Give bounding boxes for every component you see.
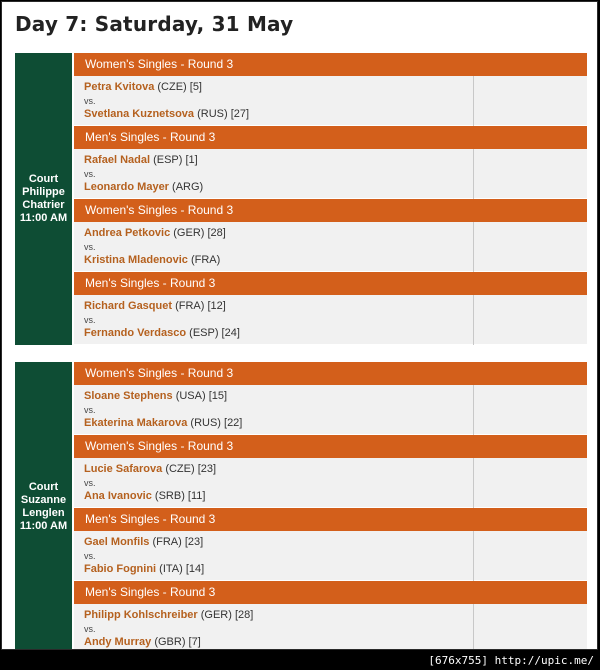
schedule-page <box>1 1 598 650</box>
round-header: Men's Singles - Round 3 <box>74 126 587 149</box>
match-body <box>74 458 587 508</box>
match-body <box>74 604 587 650</box>
round-header: Women's Singles - Round 3 <box>74 362 587 385</box>
player-row <box>84 81 202 93</box>
match-body <box>74 531 587 581</box>
player-link[interactable]: Andy Murray <box>84 636 152 648</box>
player-link[interactable]: Philipp Kohlschreiber <box>84 609 198 621</box>
player-info: (ESP) [1] <box>153 154 198 166</box>
round-header: Women's Singles - Round 3 <box>74 53 587 76</box>
player-row <box>84 463 216 475</box>
player-link[interactable]: Kristina Mladenovic <box>84 254 188 266</box>
player-link[interactable]: Rafael Nadal <box>84 154 151 166</box>
player-row <box>84 536 203 548</box>
court-start-time: 11:00 AM <box>19 520 68 532</box>
player-link[interactable]: Gael Monfils <box>84 536 150 548</box>
player-link[interactable]: Lucie Safarova <box>84 463 163 475</box>
player-row <box>84 490 205 502</box>
player-row <box>84 181 203 193</box>
column-divider <box>473 76 474 126</box>
player-link[interactable]: Ana Ivanovic <box>84 490 152 502</box>
match-list <box>74 362 587 650</box>
player-info: (GBR) [7] <box>154 636 201 648</box>
match-body <box>74 76 587 126</box>
match-card <box>74 272 587 345</box>
player-row <box>84 417 242 429</box>
versus-label: vs. <box>84 169 96 179</box>
match-card <box>74 435 587 508</box>
player-info: (FRA) [23] <box>152 536 204 548</box>
player-link[interactable]: Fabio Fognini <box>84 563 157 575</box>
round-header: Men's Singles - Round 3 <box>74 272 587 295</box>
round-header: Men's Singles - Round 3 <box>74 508 587 531</box>
column-divider <box>473 531 474 581</box>
versus-label: vs. <box>84 478 96 488</box>
player-link[interactable]: Svetlana Kuznetsova <box>84 108 195 120</box>
player-info: (ITA) [14] <box>159 563 205 575</box>
match-body <box>74 222 587 272</box>
versus-label: vs. <box>84 96 96 106</box>
player-info: (GER) [28] <box>173 227 226 239</box>
player-link[interactable]: Sloane Stephens <box>84 390 173 402</box>
court-label <box>15 53 72 345</box>
player-link[interactable]: Petra Kvitova <box>84 81 155 93</box>
court-name-line: Lenglen <box>22 507 65 519</box>
court-name-line: Chatrier <box>22 199 65 211</box>
column-divider <box>473 295 474 345</box>
court-name-line: Court <box>28 173 59 185</box>
versus-label: vs. <box>84 551 96 561</box>
player-row <box>84 227 226 239</box>
match-list <box>74 53 587 345</box>
page-title: Day 7: Saturday, 31 May <box>15 12 294 36</box>
player-row <box>84 390 227 402</box>
player-link[interactable]: Richard Gasquet <box>84 300 173 312</box>
versus-label: vs. <box>84 405 96 415</box>
player-row <box>84 154 198 166</box>
match-card <box>74 199 587 272</box>
round-header: Women's Singles - Round 3 <box>74 199 587 222</box>
player-info: (FRA) <box>190 254 221 266</box>
player-row <box>84 636 201 648</box>
court-start-time: 11:00 AM <box>19 212 68 224</box>
court-name-line: Suzanne <box>20 494 67 506</box>
player-row <box>84 609 253 621</box>
player-info: (FRA) [12] <box>175 300 226 312</box>
column-divider <box>473 604 474 650</box>
player-link[interactable]: Leonardo Mayer <box>84 181 169 193</box>
match-card <box>74 126 587 199</box>
player-info: (CZE) [23] <box>165 463 217 475</box>
match-body <box>74 385 587 435</box>
player-link[interactable]: Fernando Verdasco <box>84 327 187 339</box>
column-divider <box>473 385 474 435</box>
court-name-line: Philippe <box>22 186 65 198</box>
player-row <box>84 300 226 312</box>
image-host-caption: [676x755] http://upic.me/ <box>428 654 594 667</box>
player-info: (USA) [15] <box>175 390 228 402</box>
player-info: (ARG) <box>172 181 204 193</box>
image-host-bar <box>0 652 600 670</box>
player-info: (GER) [28] <box>200 609 254 621</box>
round-header: Women's Singles - Round 3 <box>74 435 587 458</box>
round-header: Men's Singles - Round 3 <box>74 581 587 604</box>
column-divider <box>473 222 474 272</box>
player-row <box>84 327 240 339</box>
player-info: (ESP) [24] <box>189 327 240 339</box>
player-info: (CZE) [5] <box>157 81 202 93</box>
court-label <box>15 362 72 650</box>
player-link[interactable]: Ekaterina Makarova <box>84 417 188 429</box>
player-row <box>84 254 220 266</box>
versus-label: vs. <box>84 242 96 252</box>
player-info: (RUS) [27] <box>197 108 250 120</box>
court-name-line: Court <box>28 481 59 493</box>
player-row <box>84 563 204 575</box>
match-body <box>74 149 587 199</box>
player-info: (SRB) [11] <box>154 490 206 502</box>
match-body <box>74 295 587 345</box>
versus-label: vs. <box>84 315 96 325</box>
match-card <box>74 53 587 126</box>
player-info: (RUS) [22] <box>190 417 243 429</box>
match-card <box>74 508 587 581</box>
versus-label: vs. <box>84 624 96 634</box>
player-row <box>84 108 249 120</box>
match-card <box>74 362 587 435</box>
column-divider <box>473 458 474 508</box>
match-card <box>74 581 587 650</box>
player-link[interactable]: Andrea Petkovic <box>84 227 171 239</box>
column-divider <box>473 149 474 199</box>
